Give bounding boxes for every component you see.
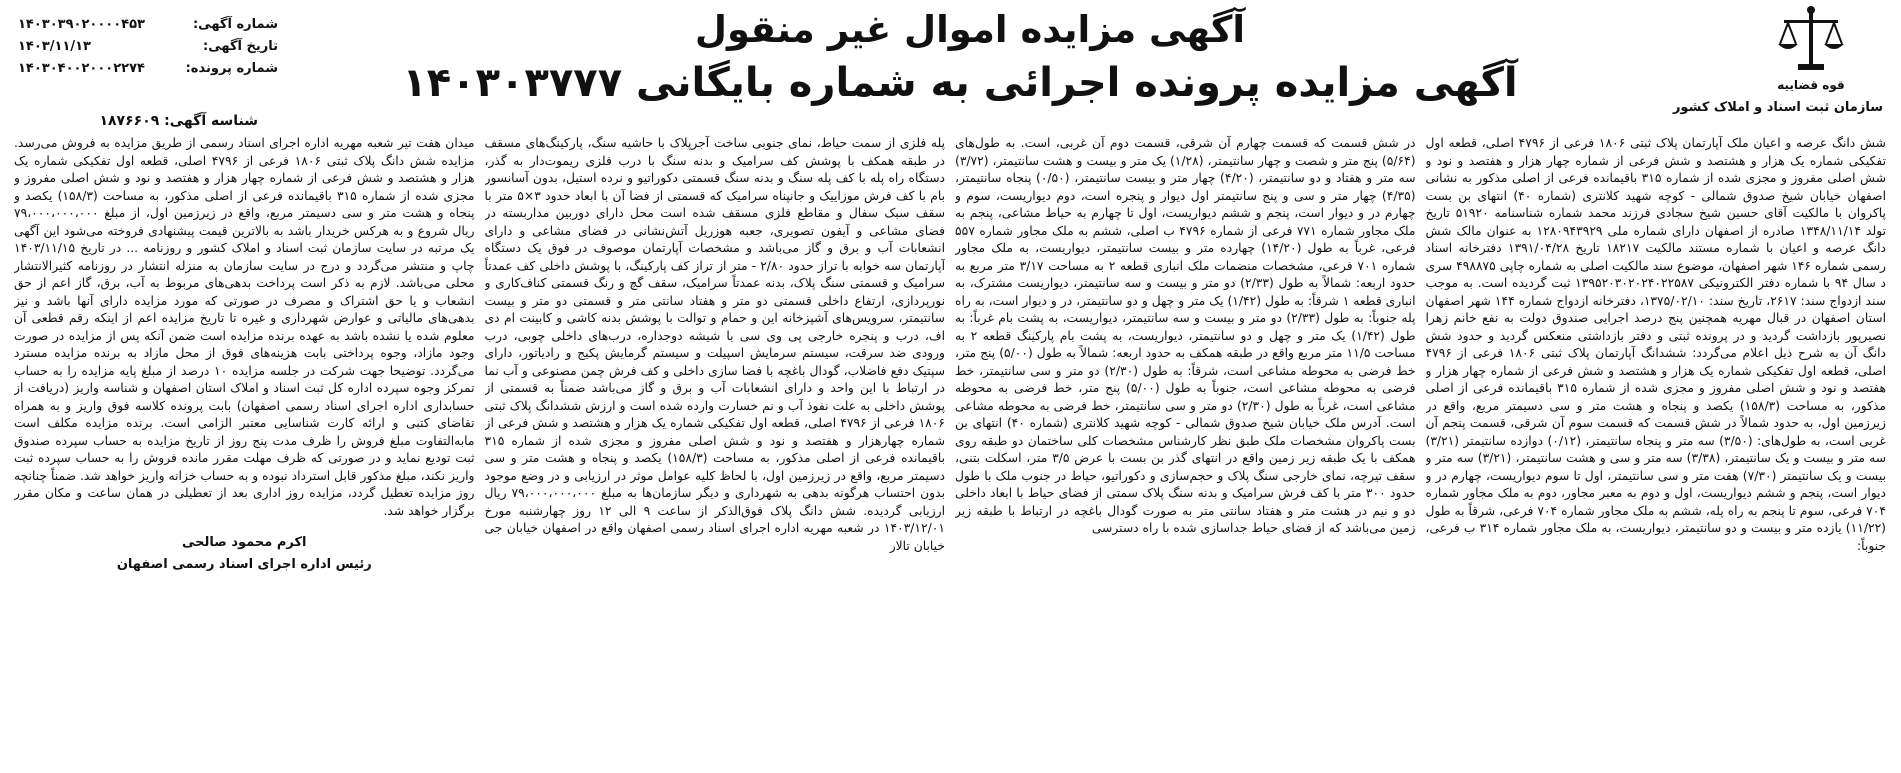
meta-row-notice-number [18, 14, 278, 36]
meta-label: تاریخ آگهی: [203, 39, 278, 54]
signatory-title: رئیس اداره اجرای اسناد رسمی اصفهان [116, 557, 372, 572]
meta-value: ۱۴۰۳۰۳۹۰۲۰۰۰۰۴۵۳ [18, 17, 145, 32]
notice-id: شناسه آگهی: ۱۸۷۶۶۰۹ [99, 113, 258, 129]
meta-label: شماره پرونده: [185, 61, 278, 76]
organization-name: سازمان ثبت اسناد و املاک کشور [1672, 100, 1883, 115]
signatory-name: اکرم محمود صالحی [182, 535, 307, 550]
notice-body [14, 135, 1886, 765]
scales-icon [1776, 4, 1846, 76]
notice-meta [18, 14, 278, 80]
body-column-1: شش دانگ عرصه و اعیان ملک آپارتمان پلاک ثبتی ۱۸۰۶ فرعی از ۴۷۹۶ اصلی، قطعه اول تفکیکی شماره یک هزار و هشتصد و شش فرعی از شماره چهار هزار و هفتصد و نود و شش اصلی مفروز و مجزی شده از شماره ۳۱۵ باقیمانده فرعی از اصلی مذکور به نشانی اصفهان خیابان شیخ صدوق شمالی - کوچه شهید کلانتری (شماره ۴۰) انتهای بن بست پاکروان با مالکیت آقای حسین شیخ سجادی فرزند محمد شماره شناسنامه ۵۱۹۲۰ تاریخ تولد ۱۳۴۸/۱۱/۱۴ صادره از اصفهان دارای شماره ملی ۱۲۸۰۹۴۳۹۲۹ به عنوان مالک شش دانگ عرصه و اعیان با شماره مستند مالکیت ۱۸۲۱۷ تاریخ ۱۳۹۱/۰۴/۲۸ دفترخانه اسناد رسمی شماره ۱۴۶ شهر اصفهان، موضوع سند مالکیت اصلی به شماره چاپی ۴۹۸۸۷۵ سری د سال ۹۴ با شماره دفتر الکترونیکی ۱۳۹۵۲۰۳۰۲۰۲۴۰۲۲۵۸۷ ثبت گردیده است. به موجب سند ازدواج سند: ۲۶۱۷، تاریخ سند: ۱۳۷۵/۰۲/۱۰، دفترخانه ازدواج شماره ۱۴۴ شهر اصفهان استان اصفهان در قبال مهریه همچنین پنج درصد اجرایی صندوق دولت به نفع خانم زهرا نصیرپور بازداشت گردید و در پرونده ثبتی و دفتر بازداشتی منعکس گردید و حدود شش دانگ آن به شرح ذیل اعلام می‌گردد: ششدانگ آپارتمان پلاک ثبتی ۱۸۰۶ فرعی از ۴۷۹۶ اصلی، قطعه اول تفکیکی شماره یک هزار و هشتصد و شش فرعی از شماره چهار هزار و هفتصد و نود و شش اصلی مفروز و مجزی شده از شماره ۳۱۵ باقیمانده فرعی از اصلی مذکور، به مساحت (۱۵۸/۳) یکصد و پنجاه و هشت متر و سی دسیمتر مربع، واقع در زیرزمین اول، به حدود شمالاً در شش قسمت که قسمت سوم آن شرقی، قسمت پنجم آن غربی است، به طول‌های: (۳/۵۰) سه متر و پنجاه سانتیمتر، (۰/۱۲) دوازده سانتیمتر (۳/۲۱) سه متر و بیست و یک سانتیمتر، (۳/۳۸) سه متر و سی و هشت سانتیمتر، (۳/۲۱) سه متر و بیست و یک سانتیمتر (۷/۳۰) هفت متر و سی سانتیمتر، اول تا سوم دیواریست، چهارم در و دیوار است، پنجم و ششم دیواریست، اول و دوم به معبر مجاور، دوم به ملک مجاور شماره ۷۰۴ فرعی، سوم تا پنجم به راه پله، ششم به ملک مجاور شماره ۷۰۴ فرعی، شرقاً به طول (۱۱/۲۲) یازده متر و بیست و دو سانتیمتر، دیواریست، به ملک مجاور شماره ۳۱۴ ب فرعی، جنوباً: [1425, 136, 1886, 553]
meta-row-case-number [18, 58, 278, 80]
meta-row-notice-date [18, 36, 278, 58]
judiciary-emblem [1741, 4, 1881, 114]
meta-label: شماره آگهی: [192, 17, 278, 32]
body-column-3: پله فلزی از سمت حیاط، نمای جنوبی ساخت آجرپلاک با حاشیه سنگ، پارکینگ‌های مسقف در طبقه همکف با پوشش کف سرامیک و بدنه سنگ با درب فلزی ریموت‌دار به گذر، دستگاه راه پله با کف پله سنگ و بدنه سنگ قسمتی دکوراتیو و نرده استیل، بدون آسانسور بام با کف فرش موزاییک و جانپناه سرامیک که قسمتی از فضا آن با ابعاد حدود ۳×۵ متر با سقف سبک سفال و مقاطع فلزی مسقف شده است محل دارای دوربین مداربسته در فضای مشاعی و آیفون تصویری، جعبه هوزریل آتش‌نشانی در فضای مشاعی و دارای انشعابات آب و برق و گاز می‌باشد و مشخصات آپارتمان موصوف در فوق یک دستگاه آپارتمان سه خوابه با تراز حدود ۲/۸۰ - متر از تراز کف پارکینگ، با پوشش داخلی کف عمدتاً سرامیک و قسمتی سنگ پلاک، بدنه عمدتاً سرامیک، سقف گچ و رنگ قسمتی کناف‌کاری و نورپردازی، ارتفاع داخلی قسمتی دو متر و هفتاد سانتی متر و قسمتی دو متر و بیست سانتیمتر، سرویس‌های آشپزخانه این و حمام و توالت با پوشش بدنه کاشی و کابینت ام دی اف، درب و پنجره خارجی پی وی سی با شیشه دوجداره، درب‌های داخلی چوبی، درب ورودی ضد سرقت، سیستم سرمایش اسپیلت و سیستم گرمایش پکیج و رادیاتور، دارای سپتیک دفع فاضلاب، گودال باغچه با فضا سازی داخلی و کف فرش چمن مصنوعی و آب نما در ارتباط با این واحد و دارای انشعابات آب و برق و گاز می‌باشد ضمناً به قسمتی از پوشش داخلی به علت نفوذ آب و نم خسارت وارده شده است و ارزش ششدانگ پلاک ثبتی ۱۸۰۶ فرعی از ۴۷۹۶ اصلی، قطعه اول تفکیکی شماره یک هزار و هشتصد و شش فرعی از شماره چهارهزار و هفتصد و نود و شش اصلی مفروز و مجزی شده از شماره ۳۱۵ باقیمانده فرعی از اصلی مذکور، به مساحت (۱۵۸/۳) یکصد و پنجاه و هشت متر و سی دسیمتر مربع، واقع در زیرزمین اول، با لحاظ کلیه عوامل موثر در ارزیابی و در وضع موجود بدون احتساب هرگونه بدهی به شهرداری و دیگر سازمان‌ها به مبلغ ۷۹،۰۰۰،۰۰۰،۰۰۰ ریال ارزیابی گردیده. شش دانگ پلاک فوق‌الذکر از ساعت ۹ الی ۱۲ روز چهارشنبه مورخ ۱۴۰۳/۱۲/۰۱ در شعبه مهریه اداره اجرای اسناد رسمی اصفهان واقع در اصفهان خیابان جی خیابان تالار [484, 136, 945, 553]
body-column-4-text: میدان هفت تیر شعبه مهریه اداره اجرای اسناد رسمی از طریق مزایده به فروش می‌رسد. مزایده شش دانگ پلاک ثبتی ۱۸۰۶ فرعی از ۴۷۹۶ اصلی، قطعه اول تفکیکی شماره یک هزار و هشتصد و شش فرعی از شماره چهار هزار و هفتصد و نود و شش اصلی مفروز و مجزی شده از شماره ۳۱۵ باقیمانده فرعی از اصلی مذکور، به مساحت (۱۵۸/۳) یکصد و پنجاه و هشت متر و سی دسیمتر مربع، واقع در زیرزمین اول، از مبلغ ۷۹،۰۰۰،۰۰۰،۰۰۰ ریال شروع و به هرکس خریدار باشد به بالاترین قیمت پیشنهادی فروخته می‌شود این آگهی یک مرتبه در سایت سازمان ثبت اسناد و املاک کشور و روزنامه ... در تاریخ ۱۴۰۳/۱۱/۱۵ چاپ و منتشر می‌گردد و درج در سایت سازمان به منزله انتشار در روزنامه کثیرالانتشار محلی می‌باشد. لازم به ذکر است پرداخت بدهی‌های مربوط به آب، برق، گاز اعم از حق انشعاب و یا حق اشتراک و مصرف در صورتی که مورد مزایده دارای آنها باشد و نیز بدهی‌های مالیاتی و عوارض شهرداری و غیره تا تاریخ مزایده اعم از اینکه رقم قطعی آن معلوم شده یا نشده باشد به عهده برنده مزایده است ضمن آنکه پس از مزایده در صورت وجود مازاد، وجوه پرداختی بابت هزینه‌های فوق از محل مازاد به برنده مزایده مسترد می‌گردد. توضیحا جهت شرکت در جلسه مزایده ۱۰ درصد از مبلغ پایه مزایده را به حساب تمرکز وجوه سپرده اداره کل ثبت اسناد و املاک استان اصفهان و شناسه واریز (دریافت از حسابداری اداره اجرای اسناد رسمی اصفهان) بابت پرونده کلاسه فوق واریز و به همراه تقاضای کتبی و ارائه کارت شناسایی معتبر الزامی است. برنده مزایده مکلف است مابه‌التفاوت مبلغ فروش را ظرف مدت پنج روز از تاریخ مزایده به حساب سپرده صندوق ثبت تودیع نماید و در صورتی که ظرف مهلت مقرر مانده فروش را به حساب سپرده ثبت واریز نکند، مبلغ مذکور قابل استرداد نبوده و به حساب خزانه واریز خواهد شد. ضمناً چنانچه روز مزایده تعطیل گردد، مزایده روز اداری بعد از تعطیلی در همان ساعت و مکان مقرر برگزار خواهد شد. [14, 136, 475, 518]
meta-value: ۱۴۰۳/۱۱/۱۳ [18, 39, 91, 54]
emblem-caption: قوه قضاييه [1777, 78, 1845, 92]
body-column-4 [14, 135, 475, 765]
notice-subtitle: آگهی مزایده پرونده اجرائی به شماره بایگانی ۱۴۰۳۰۳۷۷۷ [402, 60, 1518, 106]
notice-title: آگهی مزایده اموال غیر منقول [694, 8, 1246, 51]
signature-block [14, 532, 475, 576]
meta-value: ۱۴۰۳۰۴۰۰۲۰۰۰۲۲۷۴ [18, 61, 145, 76]
body-column-2: در شش قسمت که قسمت چهارم آن شرقی، قسمت دوم آن غربی، است. به طول‌های (۵/۶۴) پنج متر و شصت و چهار سانتیمتر، (۱/۲۸) یک متر و بیست و هشت سانتیمتر، (۳/۷۲) سه متر و هفتاد و دو سانتیمتر، (۴/۲۰) چهار متر و بیست سانتیمتر، (۰/۵۰) پنجاه سانتیمتر، (۴/۳۵) چهار متر و سی و پنج سانتیمتر اول دیوار و پنجره است، دوم دیواریست، سوم و چهارم در و دیوار است، پنجم و ششم دیواریست، اول تا چهارم به حیاط مشاعی، پنجم به ملک مجاور شماره ۷۷۱ فرعی از شماره ۴۷۹۶ ب اصلی، ششم به ملک مجاور شماره ۵۵۷ فرعی، غرباً به طول (۱۴/۲۰) چهارده متر و بیست سانتیمتر، دیواریست، به ملک مجاور شماره ۷۰۱ فرعی، مشخصات منضمات ملک انباری قطعه ۲ به مساحت ۳/۱۷ متر مربع به حدود اربعه: شمالاً به طول (۲/۳۳) دو متر و بیست و سه سانتیمتر، دیواریست مشترک، به انباری قطعه ۱ شرقاً: به طول (۱/۴۲) یک متر و چهل و دو سانتیمتر، در و دیوار است، به راه پله جنوباً: به طول (۲/۳۳) دو متر و بیست و سه سانتیمتر، دیواریست، به پشت بام غرباً: به طول (۱/۴۲) یک متر و چهل و دو سانتیمتر، دیواریست، به پشت بام پارکینگ قطعه ۲ به مساحت ۱۱/۵ متر مربع واقع در طبقه همکف به حدود اربعه: شمالاً به طول (۵/۰۰) پنج متر، خط فرضی به محوطه مشاعی است، شرقاً: به طول (۲/۳۰) دو متر و سی سانتیمتر، خط فرضی به محوطه مشاعی است، جنوباً به طول (۵/۰۰) پنج متر، خط فرضی به محوطه مشاعی است، غرباً به طول (۲/۳۰) دو متر و سی سانتیمتر، خط فرضی به محوطه مشاعی است. آدرس ملک خیابان شیخ صدوق شمالی - کوچه شهید کلانتری (شماره ۴۰) انتهای بن بست پاکروان مشخصات ملک طبق نظر کارشناس مشخصات کلی ساختمان دو طبقه روی همکف با یک طبقه زیر زمین واقع در انتهای گذر بن بست با عرض ۳/۵ متر، اسکلت بتنی، سقف تیرچه، نمای خارجی سنگ پلاک و حجم‌سازی و دکوراتیو، حیاط در جنوب ملک با طول حدود ۳۰۰ متر با کف فرش سرامیک و بدنه سنگ پلاک سمتی از فضای حیاط با ابعاد داخلی دو و نیم در هشت متر و هفتاد سانتی متر به صورت گودال باغچه در ارتباط با طبقه زیر زمین می‌باشد که از فضای حیاط جداسازی شده با راه دسترسی [955, 136, 1416, 535]
